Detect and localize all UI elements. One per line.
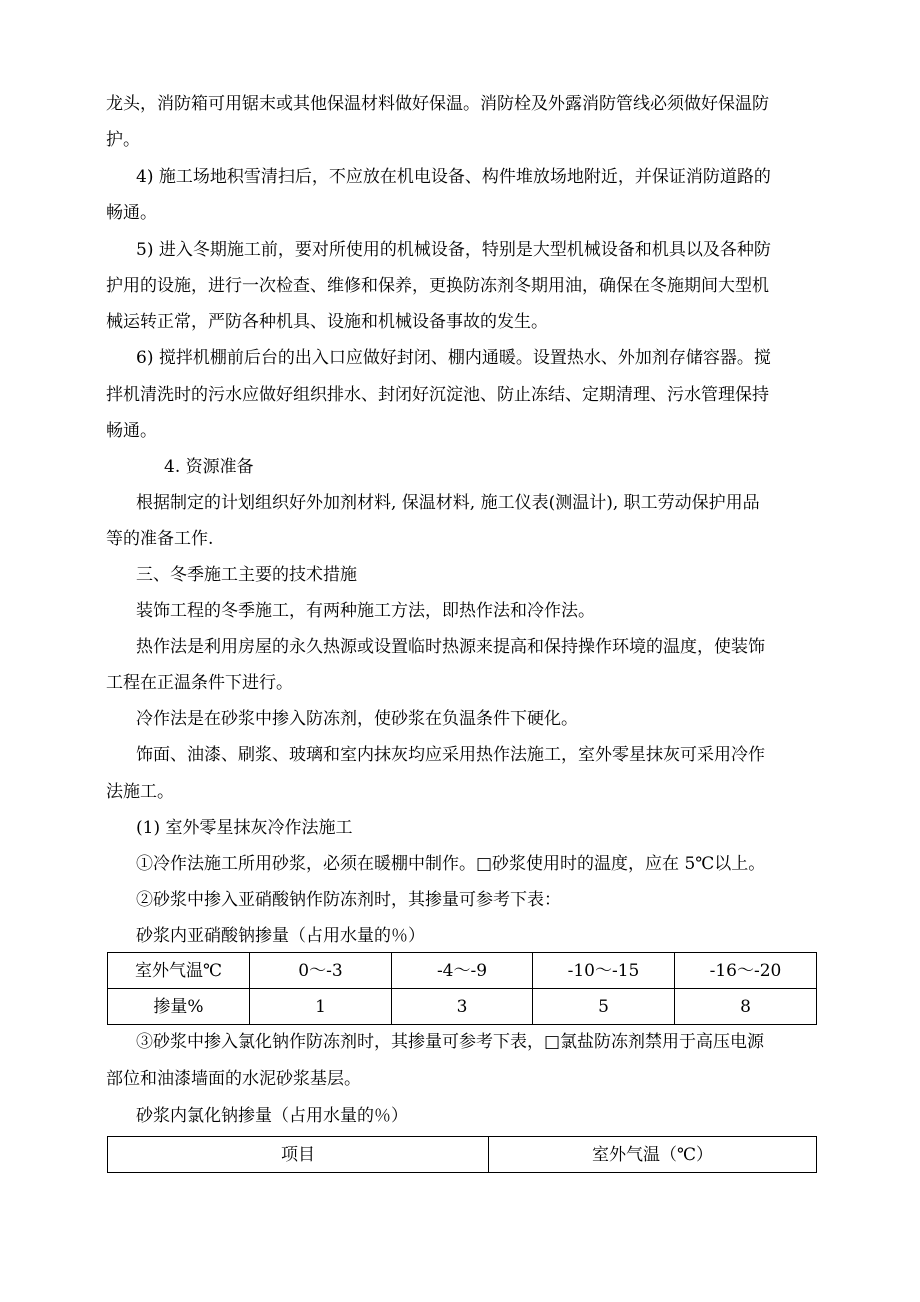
- sodium-nitrite-table: [107, 952, 817, 1025]
- paragraph-line: 工程在正温条件下进行。: [106, 673, 293, 693]
- paragraph-line: 龙头，消防箱可用锯末或其他保温材料做好保温。消防栓及外露消防管线必须做好保温防: [106, 94, 769, 114]
- table-cell: 掺量%: [108, 989, 250, 1025]
- paragraph-line: ③砂浆中掺入氯化钠作防冻剂时，其掺量可参考下表，□氯盐防冻剂禁用于高压电源: [136, 1032, 765, 1052]
- paragraph-line: 法施工。: [106, 782, 174, 802]
- paragraph-line: 等的准备工作.: [106, 529, 214, 549]
- table-cell: 0～-3: [250, 953, 392, 989]
- table-cell: -10～-15: [533, 953, 675, 989]
- paragraph-line: 畅通。: [106, 421, 157, 441]
- paragraph-line: 护。: [106, 130, 140, 150]
- paragraph-line: 部位和油漆墙面的水泥砂浆基层。: [106, 1069, 361, 1089]
- paragraph-line: 饰面、油漆、刷浆、玻璃和室内抹灰均应采用热作法施工，室外零星抹灰可采用冷作: [136, 745, 765, 765]
- paragraph-line: 6) 搅拌机棚前后台的出入口应做好封闭、棚内通暖。设置热水、外加剂存储容器。搅: [136, 348, 771, 368]
- paragraph-line: 冷作法是在砂浆中掺入防冻剂，使砂浆在负温条件下硬化。: [136, 709, 578, 729]
- table-cell: 5: [533, 989, 675, 1025]
- section-heading: 三、冬季施工主要的技术措施: [136, 565, 357, 585]
- table-row: [108, 989, 817, 1025]
- table-cell: 项目: [108, 1137, 489, 1173]
- section-heading: 4. 资源准备: [164, 457, 254, 477]
- table-cell: -16～-20: [675, 953, 817, 989]
- paragraph-line: 械运转正常，严防各种机具、设施和机械设备事故的发生。: [106, 312, 548, 332]
- table-cell: 8: [675, 989, 817, 1025]
- table-cell: 3: [392, 989, 533, 1025]
- paragraph-line: 畅通。: [106, 203, 157, 223]
- paragraph-line: ①冷作法施工所用砂浆，必须在暖棚中制作。□砂浆使用时的温度，应在 5℃以上。: [136, 854, 766, 874]
- paragraph-line: ②砂浆中掺入亚硝酸钠作防冻剂时，其掺量可参考下表：: [136, 890, 561, 910]
- paragraph-line: 拌机清洗时的污水应做好组织排水、封闭好沉淀池、防止冻结、定期清理、污水管理保持: [106, 385, 769, 405]
- paragraph-line: 护用的设施，进行一次检查、维修和保养，更换防冻剂冬期用油，确保在冬施期间大型机: [106, 276, 769, 296]
- table-caption: 砂浆内氯化钠掺量（占用水量的％）: [136, 1106, 408, 1126]
- sodium-chloride-table: [107, 1136, 817, 1173]
- table-caption: 砂浆内亚硝酸钠掺量（占用水量的％）: [136, 926, 425, 946]
- paragraph-line: 根据制定的计划组织好外加剂材料, 保温材料, 施工仪表(测温计), 职工劳动保护用品: [136, 493, 760, 513]
- table-header-row: [108, 1137, 817, 1173]
- table-header-row: [108, 953, 817, 989]
- paragraph-line: 4) 施工场地积雪清扫后，不应放在机电设备、构件堆放场地附近，并保证消防道路的: [136, 167, 771, 187]
- table-cell: 室外气温（℃）: [489, 1137, 817, 1173]
- paragraph-line: 热作法是利用房屋的永久热源或设置临时热源来提高和保持操作环境的温度，使装饰: [136, 637, 765, 657]
- table-cell: 室外气温℃: [108, 953, 250, 989]
- paragraph-line: 装饰工程的冬季施工，有两种施工方法，即热作法和冷作法。: [136, 601, 595, 621]
- table-cell: 1: [250, 989, 392, 1025]
- table-cell: -4～-9: [392, 953, 533, 989]
- paragraph-line: 5) 进入冬期施工前，要对所使用的机械设备，特别是大型机械设备和机具以及各种防: [136, 240, 771, 260]
- subsection-heading: (1) 室外零星抹灰冷作法施工: [136, 818, 353, 838]
